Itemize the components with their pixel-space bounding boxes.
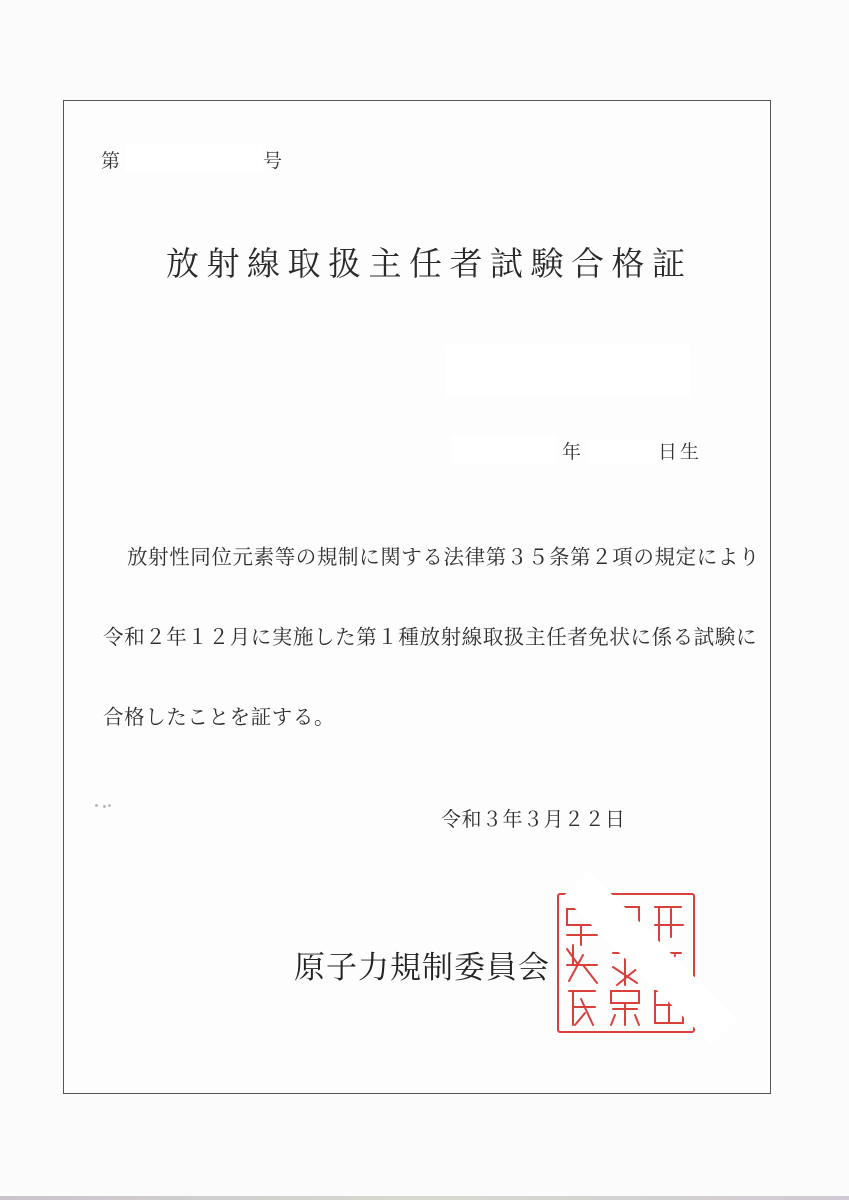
certificate-number-prefix: 第	[101, 150, 121, 172]
issuer-name: 原子力規制委員会	[294, 950, 550, 986]
certificate-number-suffix: 号	[263, 150, 283, 172]
paper-speck	[108, 804, 111, 807]
page-edge	[0, 1196, 849, 1200]
certificate-number-redaction	[125, 144, 263, 172]
birth-year-label: 年	[562, 441, 582, 463]
birth-month-day-redaction	[588, 439, 660, 465]
certificate-title: 放射線取扱主任者試験合格証	[166, 244, 693, 283]
birth-suffix: 日生	[658, 441, 703, 463]
issue-date: 令和３年３月２２日	[441, 807, 626, 831]
body-line-2: 令和２年１２月に実施した第１種放射線取扱主任者免状に係る試験に	[103, 625, 758, 649]
birth-year-redaction	[452, 435, 556, 463]
holder-name-redaction	[445, 345, 690, 397]
paper-speck	[95, 804, 98, 807]
body-line-1: 放射性同位元素等の規制に関する法律第３５条第２項の規定により	[127, 545, 760, 569]
body-line-3: 合格したことを証する。	[103, 705, 336, 729]
paper-speck	[103, 805, 106, 808]
birth-date-line	[452, 437, 712, 467]
